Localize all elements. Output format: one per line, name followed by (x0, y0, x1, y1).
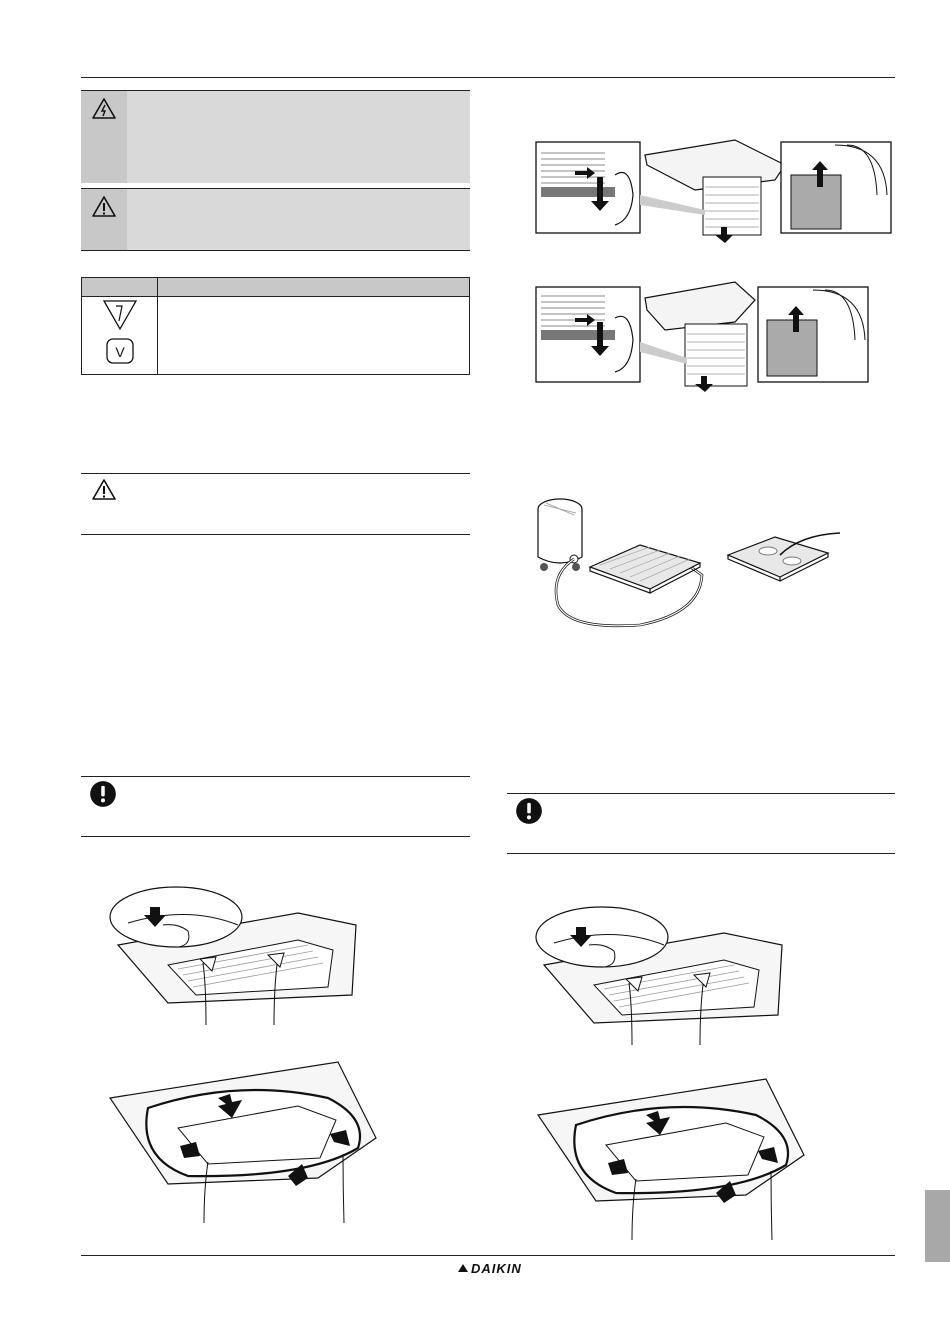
electrical-hazard-icon (92, 97, 116, 121)
footer-rule (81, 1255, 895, 1256)
daikin-logo-mark-icon (458, 1264, 468, 1272)
side-tab (925, 1190, 950, 1262)
brand-name: DAIKIN (471, 1260, 522, 1276)
exclamation-circle-icon (515, 797, 543, 825)
notice-left (81, 776, 470, 837)
grille-latch-release-figure (535, 135, 895, 245)
danger-notice (81, 90, 470, 183)
cleaning-indicator-icon (100, 297, 140, 369)
notice-right (507, 793, 895, 854)
panel-grille-remove-figure-right (536, 1075, 806, 1240)
warning-triangle-icon (92, 195, 116, 219)
panel-grille-open-figure-left (108, 885, 368, 1025)
symbol-table (81, 277, 470, 375)
header-rule (81, 77, 895, 78)
panel-grille-open-figure-right (534, 905, 794, 1045)
exclamation-circle-icon (89, 780, 117, 808)
daikin-logo (458, 1259, 520, 1277)
grille-latch-release-figure-2 (535, 280, 875, 405)
caution-notice (81, 473, 470, 535)
panel-grille-remove-figure-left (108, 1058, 378, 1223)
warning-triangle-icon (92, 478, 116, 502)
warning-notice (81, 188, 470, 251)
filter-symbol-icon: V (114, 344, 125, 360)
filter-vacuum-cleaning-figure (530, 495, 845, 635)
